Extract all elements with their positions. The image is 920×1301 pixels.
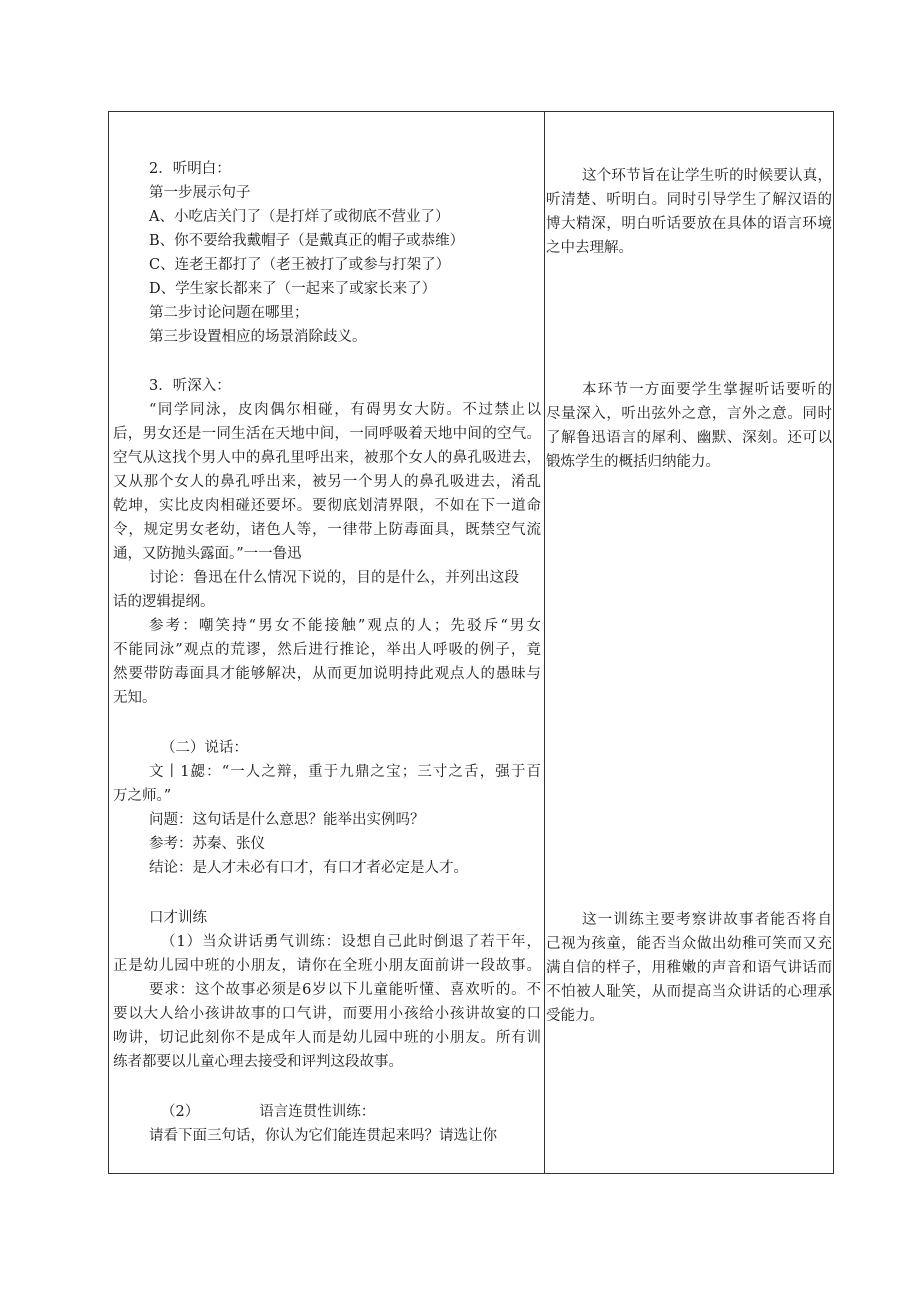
reference-line: 不能同泳”观点的荒谬，然后进行推论，举出人呼吸的例子，竟 [113, 642, 541, 658]
requirement-line: 要以大人给小孩讲故事的口气讲，而要用小孩给小孩讲故宴的口 [113, 1006, 541, 1022]
training-2-heading [161, 1100, 375, 1124]
quote-line: 令，规定男女老幼，诸色人等，一律带上防毒面具，既禁空气流 [113, 522, 541, 538]
example-sentence-d: D、学生家长都来了（一起来了或家长来了） [149, 281, 437, 297]
note-line: 了解鲁迅语言的犀利、幽默、深刻。还可以 [546, 430, 832, 446]
quote-line: “同学同泳，皮肉偶尔相碰，有碍男女大防。不过禁止以 [149, 402, 541, 418]
section-heading-eloquence: 口才训练 [149, 910, 207, 926]
training-1-line: （1）当众讲话勇气训练：设想自己此时倒退了若干年， [161, 934, 541, 950]
teaching-content-column [113, 112, 543, 1173]
requirement-line: 要求：这个故事必须是6岁以下儿童能听懂、喜欢听的。不 [149, 982, 541, 998]
note-line: 博大精深，明白听话要放在具体的语言环境 [546, 216, 832, 232]
note-line: 锻炼学生的概括归纳能力。 [546, 454, 720, 470]
example-sentence-b: B、你不要给我戴帽子（是戴真正的帽子或恭维） [149, 233, 465, 249]
training-1-line: 正是幼儿园中班的小朋友，请你在全班小朋友面前讲一段故事。 [113, 958, 541, 974]
speaking-reference: 参考：苏秦、张仪 [149, 836, 265, 852]
step-1: 第一步展示句子 [149, 185, 251, 201]
training-2-number: （2） [161, 1104, 200, 1120]
speaking-quote-line: 万之师。” [113, 788, 172, 804]
design-notes-column [546, 112, 832, 1173]
training-2-title: 语言连贯性训练： [259, 1104, 376, 1120]
quote-line: 又从那个女人的鼻孔呼出来，被另一个男人的鼻孔吸进去，淆乱 [113, 474, 541, 490]
section-heading-listen-clear: 2．听明白： [149, 161, 231, 177]
step-3: 第三步设置相应的场景消除歧义。 [149, 329, 367, 345]
speaking-quote-line: 文丨1勰：“一人之辩，重于九鼎之宝；三寸之舌，强于百 [149, 764, 541, 780]
example-sentence-c: C、连老王都打了（老王被打了或参与打架了） [149, 257, 451, 273]
speaking-conclusion: 结论：是人才未必有口才，有口才者必定是人才。 [149, 860, 468, 876]
step-2: 第二步讨论问题在哪里； [149, 305, 309, 321]
note-line: 这一训练主要考察讲故事者能否将自 [582, 912, 832, 928]
quote-line: 后，男女还是一同生活在天地中间，一同呼吸着天地中间的空气。 [113, 426, 541, 442]
discussion-line: 话的逻辑提纲。 [113, 594, 215, 610]
reference-line: 无知。 [113, 690, 157, 706]
note-line: 受能力。 [546, 1008, 604, 1024]
lesson-plan-table [108, 111, 834, 1174]
reference-line: 参考：嘲笑持“男女不能接触”观点的人；先驳斥“男女 [149, 618, 541, 634]
note-line: 满自信的样子，用稚嫩的声音和语气讲话而 [546, 960, 832, 976]
requirement-line: 吻讲，切记此刻你不是成年人而是幼儿园中班的小朋友。所有训 [113, 1030, 541, 1046]
training-2-line: 请看下面三句话，你认为它们能连贯起来吗？请选让你 [149, 1128, 497, 1144]
section-heading-listen-deep: 3．听深入： [149, 378, 231, 394]
section-heading-speaking: （二）说话： [161, 740, 248, 756]
note-line: 不怕被人耻笑，从而提高当众讲话的心理承 [546, 984, 832, 1000]
note-line: 本环节一方面要学生掌握听话要听的 [582, 382, 832, 398]
column-divider [544, 112, 545, 1173]
requirement-line: 练者都要以儿童心理去接受和评判这段故事。 [113, 1054, 403, 1070]
note-line: 这个环节旨在让学生听的时候要认真， [582, 168, 832, 184]
speaking-question: 问题：这句话是什么意思？能举出实例吗？ [149, 812, 425, 828]
quote-line: 空气从这找个男人中的鼻孔里呼出来，被那个女人的鼻孔吸进去， [113, 450, 541, 466]
reference-line: 然要带防毒面具才能够解决，从而更加说明持此观点人的愚昧与 [113, 666, 541, 682]
discussion-line: 讨论：鲁迅在什么情况下说的，目的是什么，并列出这段 [149, 570, 519, 586]
quote-line: 通，又防抛头露面。”一一鲁迅 [113, 546, 302, 562]
note-line: 己视为孩童，能否当众做出幼稚可笑而又充 [546, 936, 832, 952]
quote-line: 乾坤，实比皮肉相碰还要坏。要彻底划清界限，不如在下一道命 [113, 498, 541, 514]
note-line: 之中去理解。 [546, 240, 633, 256]
note-line: 听清楚、听明白。同时引导学生了解汉语的 [546, 192, 832, 208]
note-line: 尽量深入，听出弦外之意，言外之意。同时 [546, 406, 832, 422]
example-sentence-a: A、小吃店关门了（是打烊了或彻底不营业了） [149, 209, 450, 225]
